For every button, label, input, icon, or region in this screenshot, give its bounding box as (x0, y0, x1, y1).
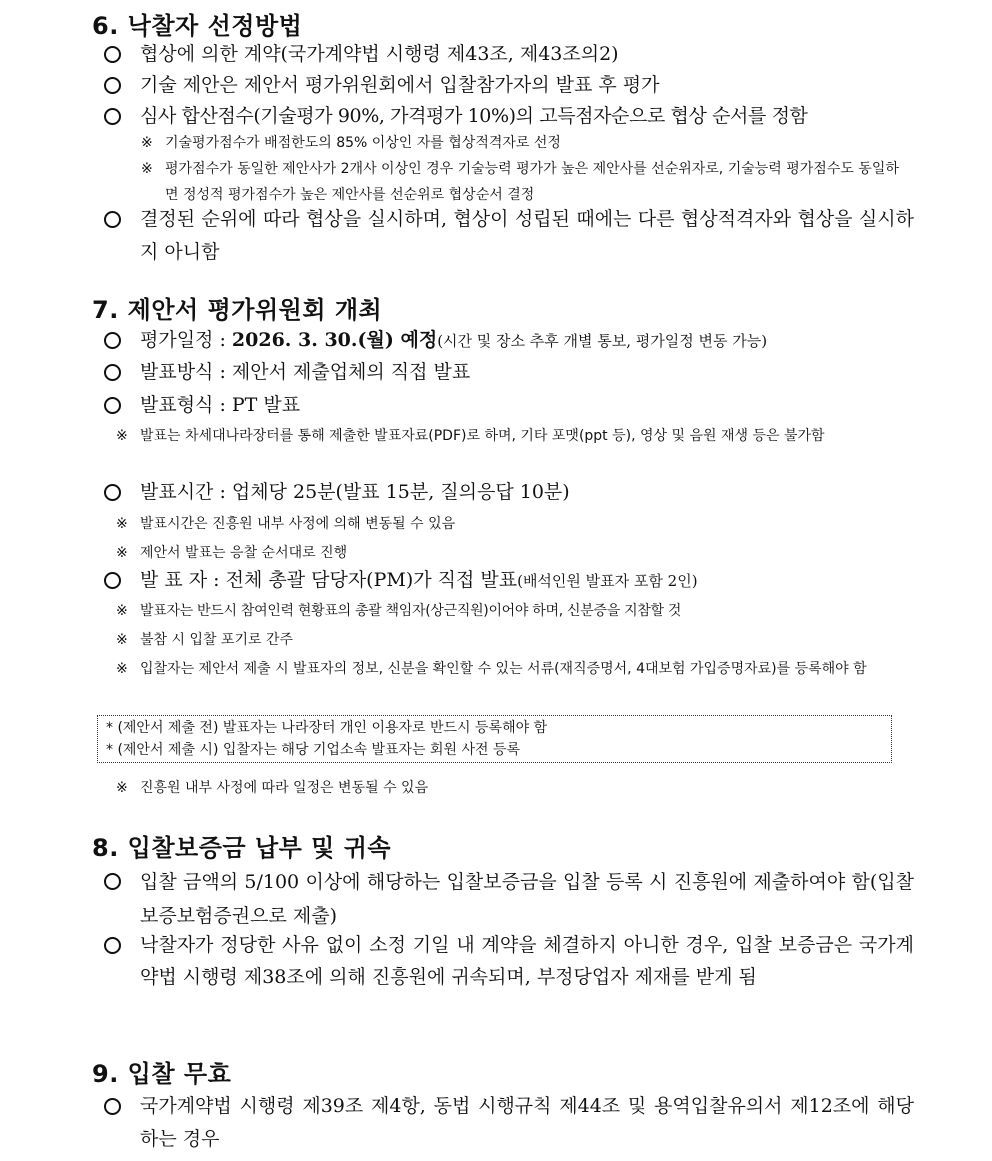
note-text: 발표시간은 진흥원 내부 사정에 의해 변동될 수 있음 (140, 516, 456, 532)
notice-line: * (제안서 제출 전) 발표자는 나라장터 개인 이용자로 반드시 등록해야 함 (106, 720, 548, 736)
reference-mark: ※ (116, 428, 128, 444)
note-text: 발표자는 반드시 참여인력 현황표의 총괄 책임자(상근직원)이어야 하며, 신분증을 지참할 것 (140, 603, 682, 619)
bullet-note: (시간 및 장소 추후 개별 통보, 평가일정 변동 가능) (437, 332, 768, 350)
bullet-text: 기술 제안은 제안서 평가위원회에서 입찰참가자의 발표 후 평가 (140, 74, 660, 96)
circle-bullet-icon (104, 937, 121, 954)
circle-bullet-icon (104, 572, 121, 589)
note-text: 제안서 발표는 응찰 순서대로 진행 (140, 545, 348, 561)
section-9-heading: 9. 입찰 무효 (92, 1060, 232, 1088)
note-item (116, 626, 901, 655)
bullet-label: 발 표 자 : 전체 총괄 담당자(PM)가 직접 발표 (140, 569, 518, 591)
section-8-heading: 8. 입찰보증금 납부 및 귀속 (92, 834, 392, 862)
bullet-text: 국가계약법 시행령 제39조 제4항, 동법 시행규칙 제44조 및 용역입찰유의서 제12조에 해당하는 경우 (140, 1095, 914, 1150)
note-text: 진흥원 내부 사정에 따라 일정은 변동될 수 있음 (140, 780, 429, 796)
reference-mark: ※ (116, 780, 128, 796)
bullet-text: 심사 합산점수(기술평가 90%, 가격평가 10%)의 고득점자순으로 협상 순서를 정함 (140, 105, 808, 127)
bullet-text: 발표방식 : 제안서 제출업체의 직접 발표 (140, 361, 471, 383)
circle-bullet-icon (104, 108, 121, 125)
note-item (141, 156, 901, 208)
bullet-item (104, 929, 914, 993)
bullet-item (104, 865, 914, 933)
bullet-item (104, 203, 914, 269)
bullet-item (104, 324, 914, 358)
reference-mark: ※ (141, 135, 153, 151)
bullet-text-group (140, 564, 914, 598)
bullet-item (104, 476, 914, 509)
circle-bullet-icon (104, 484, 121, 501)
note-item (116, 774, 901, 803)
bullet-item (104, 389, 914, 422)
note-item (141, 130, 901, 156)
note-text: 불참 시 입찰 포기로 간주 (140, 632, 294, 648)
reference-mark: ※ (141, 161, 153, 177)
note-text: 평가점수가 동일한 제안사가 2개사 이상인 경우 기술능력 평가가 높은 제안사를 선순위자로, 기술능력 평가점수도 동일하면 정성적 평가점수가 높은 제안사를 선순위로 협상순서 결정 (165, 161, 899, 203)
bullet-item (104, 100, 914, 133)
notice-box (97, 715, 892, 763)
circle-bullet-icon (104, 46, 121, 63)
bullet-item (104, 356, 914, 389)
circle-bullet-icon (104, 77, 121, 94)
note-item (116, 597, 901, 626)
note-item (116, 655, 901, 684)
bullet-text: 협상에 의한 계약(국가계약법 시행령 제43조, 제43조의2) (140, 43, 619, 65)
note-text: 기술평가점수가 배점한도의 85% 이상인 자를 협상적격자로 선정 (165, 135, 561, 151)
reference-mark: ※ (116, 516, 128, 532)
bullet-text: 낙찰자가 정당한 사유 없이 소정 기일 내 계약을 체결하지 아니한 경우, 입찰 보증금은 국가계약법 시행령 제38조에 의해 진흥원에 귀속되며, 부정당업자 제재를 받게 됨 (140, 934, 914, 988)
note-text: 입찰자는 제안서 제출 시 발표자의 정보, 신분을 확인할 수 있는 서류(재직증명서, 4대보험 가입증명자료)를 등록해야 함 (140, 661, 867, 677)
bullet-text-group (140, 324, 914, 358)
bullet-text: 발표시간 : 업체당 25분(발표 15분, 질의응답 10분) (140, 481, 570, 503)
circle-bullet-icon (104, 873, 121, 890)
circle-bullet-icon (104, 364, 121, 381)
note-text: 발표는 차세대나라장터를 통해 제출한 발표자료(PDF)로 하며, 기타 포맷(ppt 등), 영상 및 음원 재생 등은 불가함 (140, 428, 825, 444)
notice-line: * (제안서 제출 시) 입찰자는 해당 기업소속 발표자는 회원 사전 등록 (106, 742, 521, 758)
bullet-item (104, 1090, 914, 1156)
bullet-note: (배석인원 발표자 포함 2인) (517, 572, 698, 590)
circle-bullet-icon (104, 211, 121, 228)
reference-mark: ※ (116, 661, 128, 677)
bullet-item (104, 69, 914, 102)
reference-mark: ※ (116, 632, 128, 648)
section-7-heading: 7. 제안서 평가위원회 개최 (92, 296, 383, 324)
note-item (116, 510, 901, 539)
circle-bullet-icon (104, 332, 121, 349)
evaluation-date: 2026. 3. 30.(월) 예정 (231, 329, 438, 351)
bullet-label: 평가일정 : (140, 329, 232, 351)
circle-bullet-icon (104, 397, 121, 414)
reference-mark: ※ (116, 545, 128, 561)
bullet-text: 입찰 금액의 5/100 이상에 해당하는 입찰보증금을 입찰 등록 시 진흥원에 제출하여야 함(입찰보증보험증권으로 제출) (140, 871, 914, 927)
circle-bullet-icon (104, 1098, 121, 1115)
section-6-heading: 6. 낙찰자 선정방법 (92, 12, 303, 40)
note-item (116, 422, 901, 451)
reference-mark: ※ (116, 603, 128, 619)
bullet-text: 결정된 순위에 따라 협상을 실시하며, 협상이 성립된 때에는 다른 협상적격자와 협상을 실시하지 아니함 (140, 208, 914, 263)
bullet-text: 발표형식 : PT 발표 (140, 394, 301, 416)
bullet-item (104, 38, 914, 71)
bullet-item (104, 564, 914, 598)
